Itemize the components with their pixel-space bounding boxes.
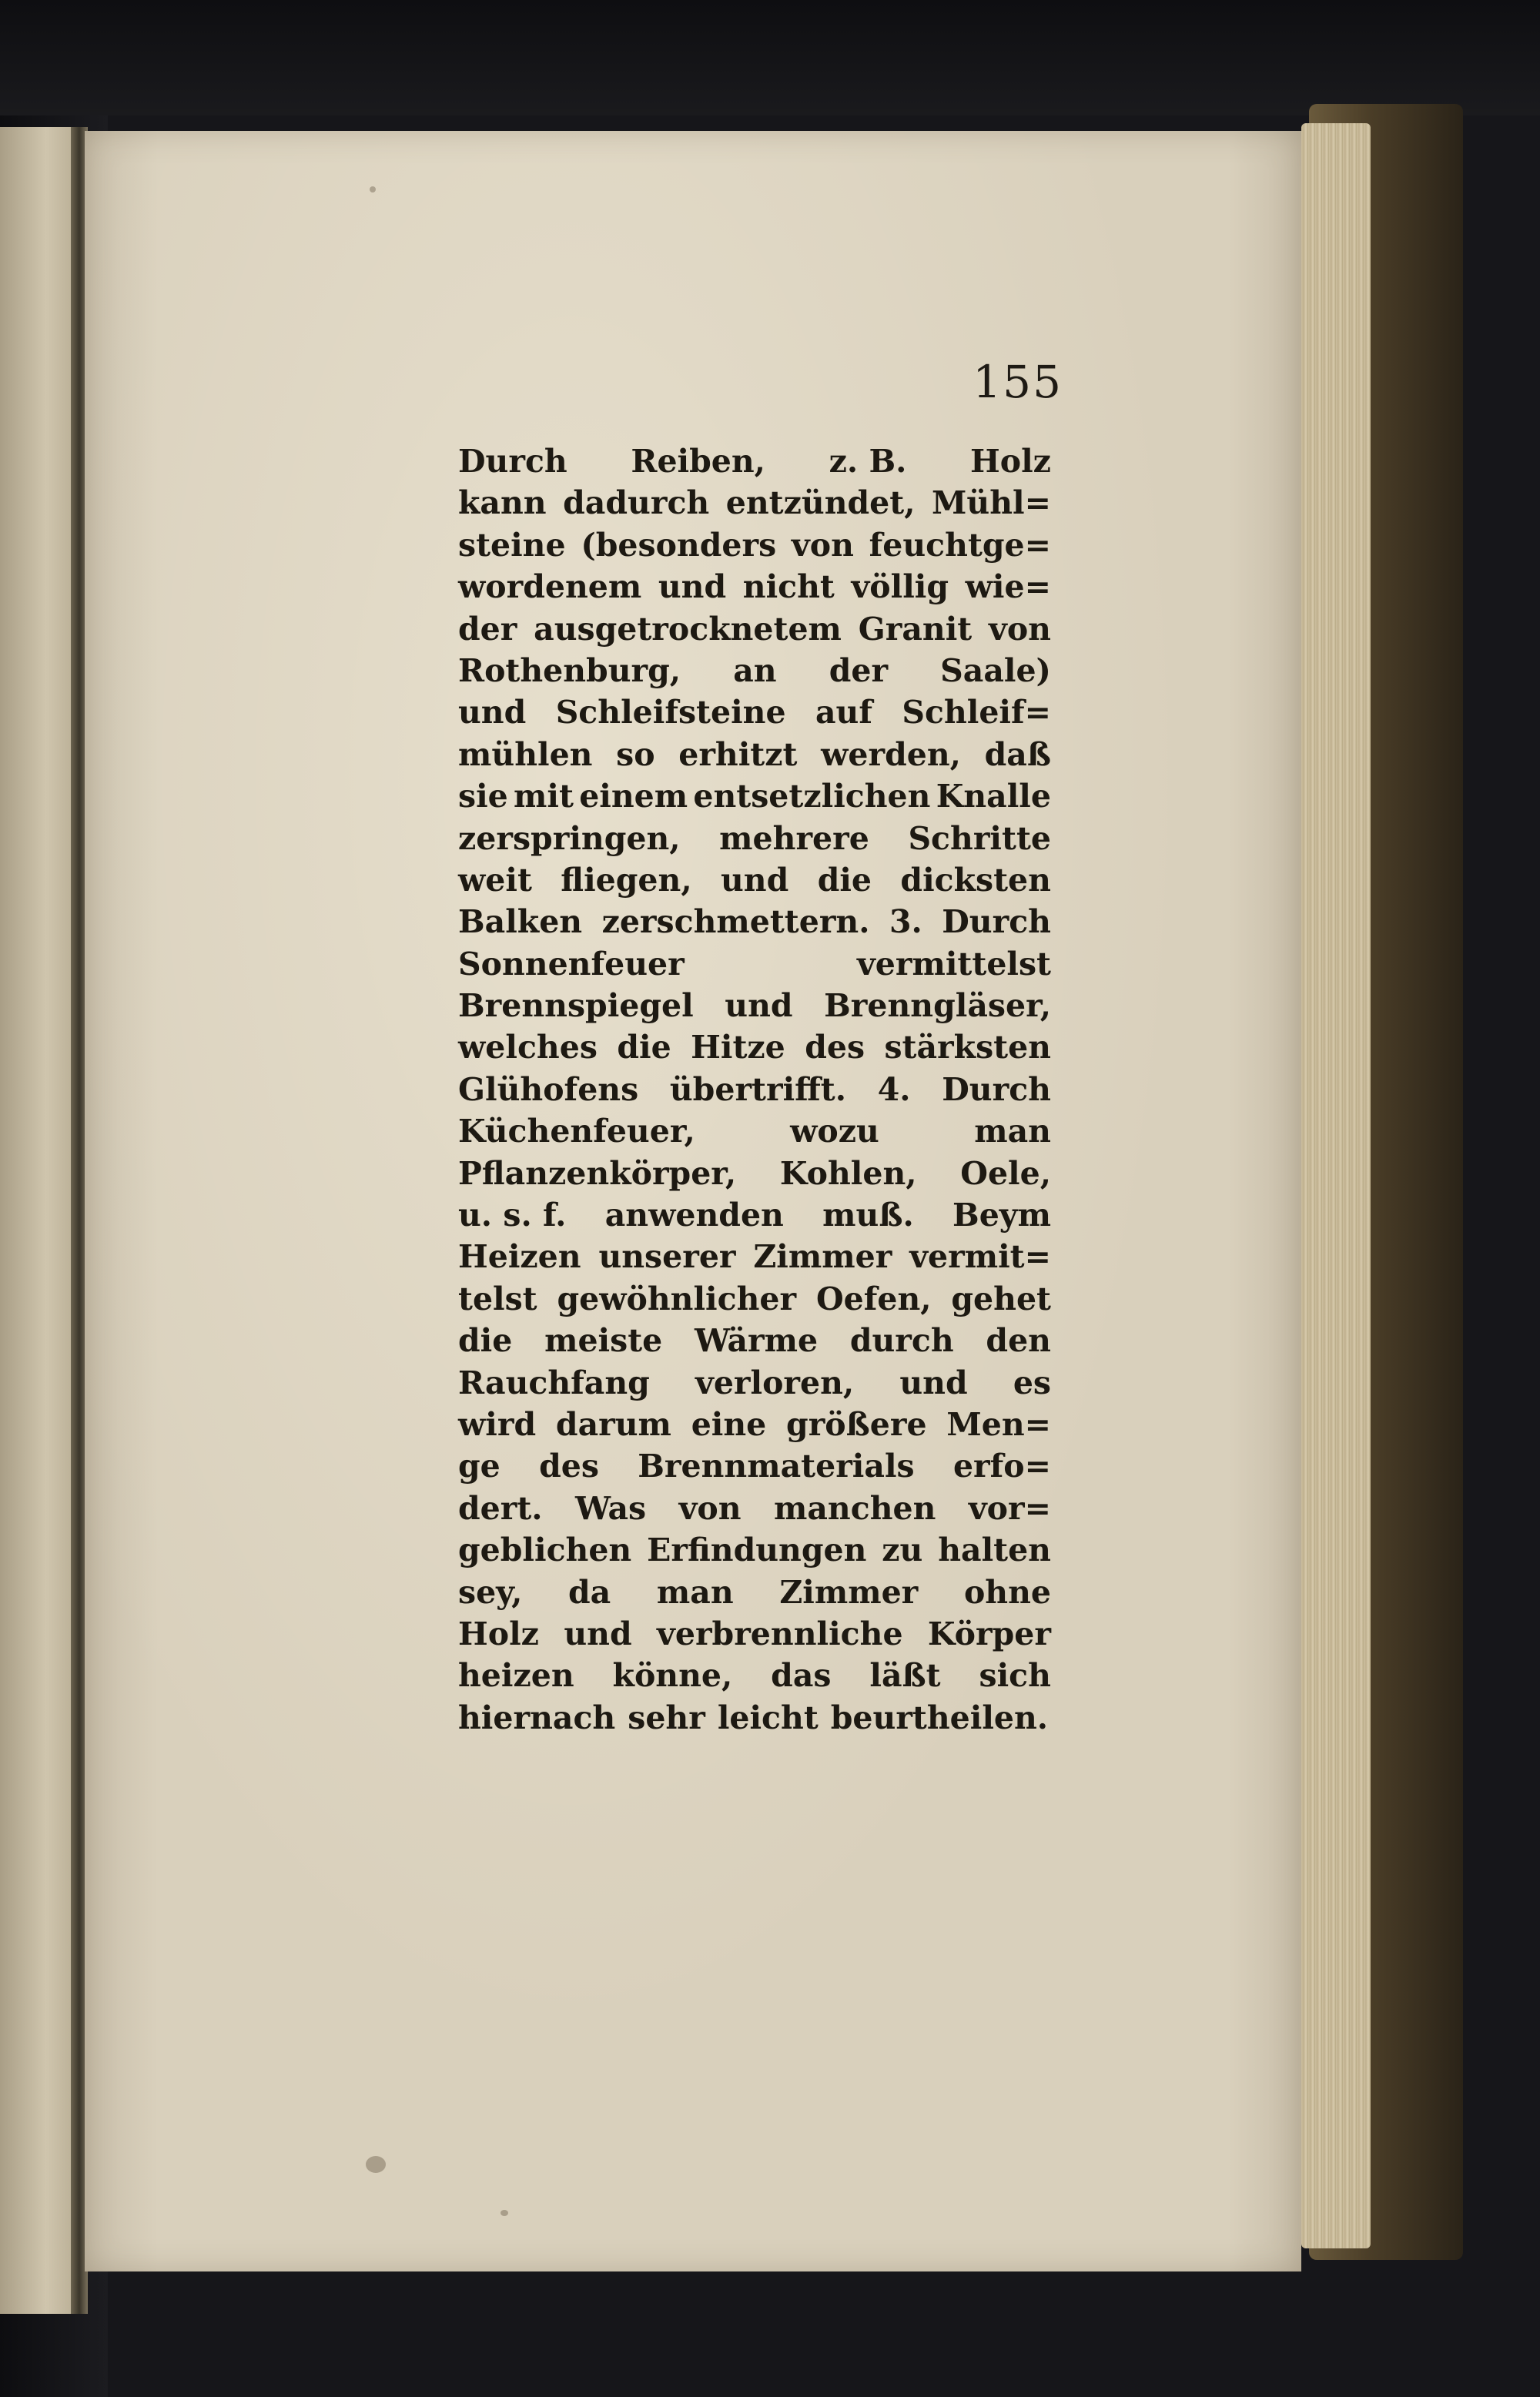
word: Zimmer xyxy=(779,1573,919,1611)
word: geblichen xyxy=(458,1532,632,1569)
word: sie xyxy=(458,778,508,815)
text-line xyxy=(458,608,1051,650)
word: und xyxy=(658,568,727,606)
text-line xyxy=(458,734,1051,775)
text-line xyxy=(458,1362,1051,1404)
word: fliegen, xyxy=(561,861,692,899)
word: Glühofens xyxy=(458,1070,639,1108)
word: heizen xyxy=(458,1657,574,1695)
text-line xyxy=(458,1445,1051,1487)
word: Sonnenfeuer xyxy=(458,945,685,983)
word: völlig xyxy=(851,568,949,606)
word: die xyxy=(458,1322,513,1360)
word: Brennspiegel xyxy=(458,987,694,1025)
word: Körper xyxy=(927,1615,1051,1652)
word: (besonders xyxy=(581,526,777,564)
text-line xyxy=(458,482,1051,524)
text-line xyxy=(458,1026,1051,1068)
word: Kohlen, xyxy=(779,1154,917,1192)
word: und xyxy=(458,694,527,731)
word: vermittelst xyxy=(856,945,1051,983)
word: weit xyxy=(458,861,532,899)
word: Hitze xyxy=(691,1029,785,1066)
word: läßt xyxy=(869,1657,941,1695)
paper-speck xyxy=(500,2210,508,2216)
word: anwenden xyxy=(604,1197,784,1234)
word: verloren, xyxy=(695,1364,855,1401)
paper-speck xyxy=(370,186,376,192)
word: unserer xyxy=(598,1238,736,1276)
word: verbrennliche xyxy=(657,1615,903,1652)
word: zerspringen, xyxy=(458,819,681,857)
text-line xyxy=(458,1320,1051,1361)
word: an xyxy=(733,651,777,689)
word: und xyxy=(725,987,793,1025)
word: gehet xyxy=(951,1280,1051,1317)
word: entzündet, xyxy=(725,484,916,522)
word: Knalle xyxy=(936,778,1051,815)
word: Granit xyxy=(858,610,973,648)
word: Holz xyxy=(970,443,1051,480)
word: Durch xyxy=(942,1070,1051,1108)
word: es xyxy=(1013,1364,1051,1401)
word: vermit= xyxy=(909,1238,1051,1276)
text-line xyxy=(458,650,1051,691)
word: Durch xyxy=(942,903,1051,941)
word: Mühl= xyxy=(932,484,1051,522)
text-line xyxy=(458,524,1051,566)
word: welches xyxy=(458,1029,598,1066)
text-line xyxy=(458,1697,1051,1739)
background-top xyxy=(0,0,1540,115)
facing-page xyxy=(0,127,77,2314)
word: könne, xyxy=(612,1657,733,1695)
text-line xyxy=(458,1153,1051,1194)
text-line xyxy=(458,1110,1051,1152)
word: muß. xyxy=(822,1197,914,1234)
word: wordenem xyxy=(458,568,642,606)
page-stack-edges xyxy=(1301,123,1371,2248)
word: den xyxy=(986,1322,1051,1360)
word: Reiben, xyxy=(631,443,765,480)
word: des xyxy=(539,1448,599,1485)
word: Men= xyxy=(946,1405,1051,1443)
word: zerschmettern. xyxy=(601,903,870,941)
body-text xyxy=(458,440,1051,1739)
word: von xyxy=(678,1489,742,1527)
text-line xyxy=(458,1278,1051,1320)
word: der xyxy=(829,651,889,689)
word: sich xyxy=(979,1657,1051,1695)
word: telst xyxy=(458,1280,537,1317)
word: einem xyxy=(579,778,688,815)
word: dicksten xyxy=(900,861,1051,899)
word: der xyxy=(458,610,517,648)
word: durch xyxy=(849,1322,954,1360)
word: manchen xyxy=(773,1489,936,1527)
word: zu xyxy=(882,1532,923,1569)
word: von xyxy=(791,526,854,564)
word: beurtheilen. xyxy=(830,1699,1049,1736)
word: Beym xyxy=(952,1197,1051,1234)
word: man xyxy=(656,1573,734,1611)
word: entsetzlichen xyxy=(693,778,931,815)
word: 4. xyxy=(877,1070,911,1108)
page-number: 155 xyxy=(973,356,1063,408)
word: Wärme xyxy=(694,1322,819,1360)
word: mehrere xyxy=(719,819,869,857)
word: Zimmer xyxy=(753,1238,892,1276)
text-line xyxy=(458,1404,1051,1445)
text-line xyxy=(458,859,1051,901)
word: Pflanzenkörper, xyxy=(458,1154,737,1192)
word: Schleif= xyxy=(902,694,1051,731)
text-line xyxy=(458,1613,1051,1655)
text-line xyxy=(458,818,1051,859)
word: mühlen xyxy=(458,735,593,773)
word: die xyxy=(817,861,872,899)
word: Schritte xyxy=(908,819,1051,857)
paper-stain xyxy=(366,2156,386,2173)
word: auf xyxy=(815,694,872,731)
word: Saale) xyxy=(940,651,1051,689)
word: ohne xyxy=(963,1573,1051,1611)
word: Erfindungen xyxy=(647,1532,867,1569)
word: sey, xyxy=(458,1573,523,1611)
word: wie= xyxy=(965,568,1051,606)
word: ge xyxy=(458,1448,500,1485)
word: Oele, xyxy=(960,1154,1051,1192)
text-line xyxy=(458,1194,1051,1236)
word: halten xyxy=(938,1532,1051,1569)
word: übertrifft. xyxy=(669,1070,847,1108)
text-line xyxy=(458,901,1051,942)
text-line xyxy=(458,1488,1051,1529)
word: mit xyxy=(514,778,574,815)
word: wird xyxy=(458,1405,537,1443)
word: darum xyxy=(555,1405,671,1443)
word: Durch xyxy=(458,443,567,480)
word: und xyxy=(564,1615,632,1652)
word: Schleifsteine xyxy=(555,694,786,731)
text-line xyxy=(458,440,1051,482)
text-line xyxy=(458,1236,1051,1277)
word: von xyxy=(989,610,1051,648)
word: erfo= xyxy=(952,1448,1051,1485)
word: so xyxy=(616,735,655,773)
word: kann xyxy=(458,484,547,522)
word: Brenngläser, xyxy=(824,987,1051,1025)
word: u. s. f. xyxy=(458,1197,567,1234)
word: Was xyxy=(575,1489,647,1527)
word: Brennmaterials xyxy=(638,1448,915,1485)
word: erhitzt xyxy=(678,735,798,773)
word: eine xyxy=(691,1405,767,1443)
word: Heizen xyxy=(458,1238,581,1276)
word: das xyxy=(771,1657,832,1695)
text-line xyxy=(458,943,1051,985)
word: Oefen, xyxy=(815,1280,932,1317)
word: Holz xyxy=(458,1615,539,1652)
word: man xyxy=(974,1113,1051,1150)
word: gewöhnlicher xyxy=(557,1280,797,1317)
text-line xyxy=(458,985,1051,1026)
text-line xyxy=(458,1069,1051,1110)
word: hiernach xyxy=(458,1699,616,1736)
word: wozu xyxy=(790,1113,879,1150)
word: 3. xyxy=(889,903,922,941)
word: größere xyxy=(786,1405,927,1443)
word: feuchtge= xyxy=(869,526,1051,564)
text-line xyxy=(458,1529,1051,1571)
word: sehr xyxy=(628,1699,705,1736)
word: vor= xyxy=(968,1489,1051,1527)
word: ausgetrocknetem xyxy=(534,610,842,648)
word: Rothenburg, xyxy=(458,651,681,689)
text-line xyxy=(458,691,1051,733)
word: Balken xyxy=(458,903,583,941)
word: leicht xyxy=(717,1699,819,1736)
word: dert. xyxy=(458,1489,543,1527)
word: und xyxy=(721,861,789,899)
word: steine xyxy=(458,526,566,564)
word: da xyxy=(568,1573,611,1611)
word: und xyxy=(899,1364,968,1401)
word: dadurch xyxy=(563,484,710,522)
word: Küchenfeuer, xyxy=(458,1113,695,1150)
text-line xyxy=(458,1655,1051,1696)
word: z. B. xyxy=(829,443,907,480)
word: daß xyxy=(984,735,1051,773)
text-line xyxy=(458,1572,1051,1613)
word: stärksten xyxy=(884,1029,1051,1066)
word: nicht xyxy=(742,568,835,606)
word: Rauchfang xyxy=(458,1364,650,1401)
text-line xyxy=(458,566,1051,608)
word: des xyxy=(805,1029,865,1066)
word: meiste xyxy=(544,1322,663,1360)
word: die xyxy=(617,1029,671,1066)
word: werden, xyxy=(821,735,961,773)
text-line xyxy=(458,775,1051,817)
